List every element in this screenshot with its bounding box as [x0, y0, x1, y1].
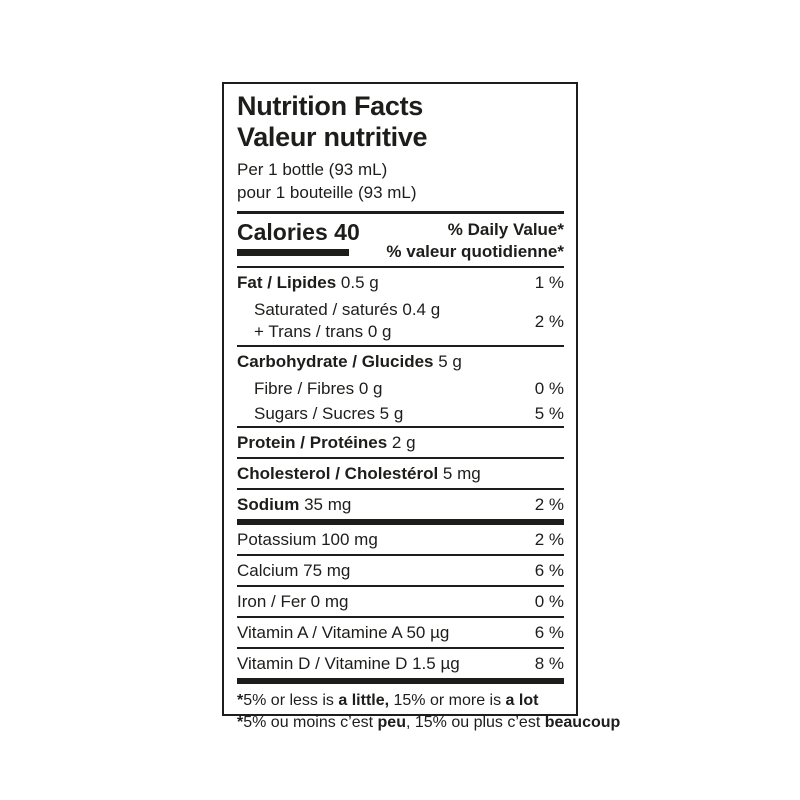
row-protein [237, 428, 564, 457]
asterisk: * [237, 692, 244, 709]
footnote-bold: beaucoup [544, 714, 621, 731]
footnote-bold: a lot [505, 692, 539, 709]
daily-value: 2 % [534, 495, 564, 514]
daily-value-header-fr: % valeur quotidienne* [386, 242, 564, 261]
row-potassium [237, 525, 564, 554]
nutrient-amount: 0.5 g [336, 273, 379, 292]
footnote-bold: a little, [338, 692, 390, 709]
daily-value: 8 % [534, 654, 564, 673]
nutrient-name: Potassium 100 mg [237, 530, 378, 549]
nutrient-name-bold: Fat / Lipides [237, 273, 337, 292]
nutrient-name [237, 351, 462, 372]
serving-size-fr: pour 1 bouteille (93 mL) [237, 183, 417, 202]
nutrient-name: Sugars / Sucres 5 g [254, 404, 404, 423]
daily-value-header [386, 219, 564, 263]
footnotes [237, 690, 621, 734]
footnote-text: 15% or more is [389, 692, 506, 709]
daily-value: 6 % [534, 623, 564, 642]
row-saturated-trans [237, 297, 564, 345]
asterisk: * [237, 714, 244, 731]
daily-value: 5 % [534, 404, 564, 423]
daily-value: 6 % [534, 561, 564, 580]
nutrient-name [237, 432, 416, 453]
row-carbohydrate [237, 347, 564, 376]
daily-value: 2 % [534, 530, 564, 549]
nutrient-name: Iron / Fer 0 mg [237, 592, 349, 611]
footnote-bold: peu [377, 714, 406, 731]
thick-divider-bottom [237, 678, 564, 684]
footnote-text: 5% or less is [243, 692, 339, 709]
row-fibre [237, 376, 564, 401]
footnote-fr [237, 712, 621, 734]
title-en: Nutrition Facts [237, 91, 424, 121]
title-fr: Valeur nutritive [237, 122, 428, 152]
serving-info [237, 158, 564, 204]
nutrient-name [237, 299, 440, 343]
row-fat [237, 268, 564, 297]
nutrient-name-bold: Carbohydrate / Glucides [237, 352, 434, 371]
nutrient-amount: 5 g [433, 352, 462, 371]
row-sodium [237, 490, 564, 519]
calories-label: Calories 40 [237, 219, 360, 245]
row-cholesterol [237, 459, 564, 488]
calories-row [237, 214, 564, 266]
nutrient-name [237, 494, 351, 515]
nutrient-amount: 2 g [387, 433, 416, 452]
nutrient-name-bold: Sodium [237, 495, 300, 514]
footnote-text: , 15% ou plus c’est [405, 714, 545, 731]
nutrition-facts-label [222, 82, 621, 731]
daily-value: 2 % [534, 311, 564, 331]
row-vitamin-a [237, 618, 564, 647]
nutrient-name [237, 463, 481, 484]
nutrient-name-bold: Cholesterol / Cholestérol [237, 464, 439, 483]
footnote-text: 5% ou moins c’est [243, 714, 378, 731]
serving-size-en: Per 1 bottle (93 mL) [237, 160, 388, 179]
nutrient-amount: 35 mg [299, 495, 352, 514]
nutrient-name: Calcium 75 mg [237, 561, 351, 580]
daily-value: 0 % [534, 592, 564, 611]
row-vitamin-d [237, 649, 564, 678]
row-sugars [237, 401, 564, 426]
row-calcium [237, 556, 564, 585]
nutrient-name: Vitamin A / Vitamine A 50 µg [237, 623, 450, 642]
calories-block [237, 219, 360, 256]
nutrient-name: Fibre / Fibres 0 g [254, 379, 383, 398]
nutrient-amount: 5 mg [438, 464, 481, 483]
trans-line: + Trans / trans 0 g [254, 322, 392, 341]
row-iron [237, 587, 564, 616]
calories-underline-bar [237, 249, 349, 256]
nutrient-name [237, 272, 379, 293]
daily-value: 0 % [534, 379, 564, 398]
saturated-line: Saturated / saturés 0.4 g [254, 300, 441, 319]
daily-value: 1 % [534, 273, 564, 292]
nutrient-name-bold: Protein / Protéines [237, 433, 388, 452]
daily-value-header-en: % Daily Value* [447, 220, 564, 239]
nutrient-name: Vitamin D / Vitamine D 1.5 µg [237, 654, 460, 673]
footnote-en [237, 690, 564, 712]
